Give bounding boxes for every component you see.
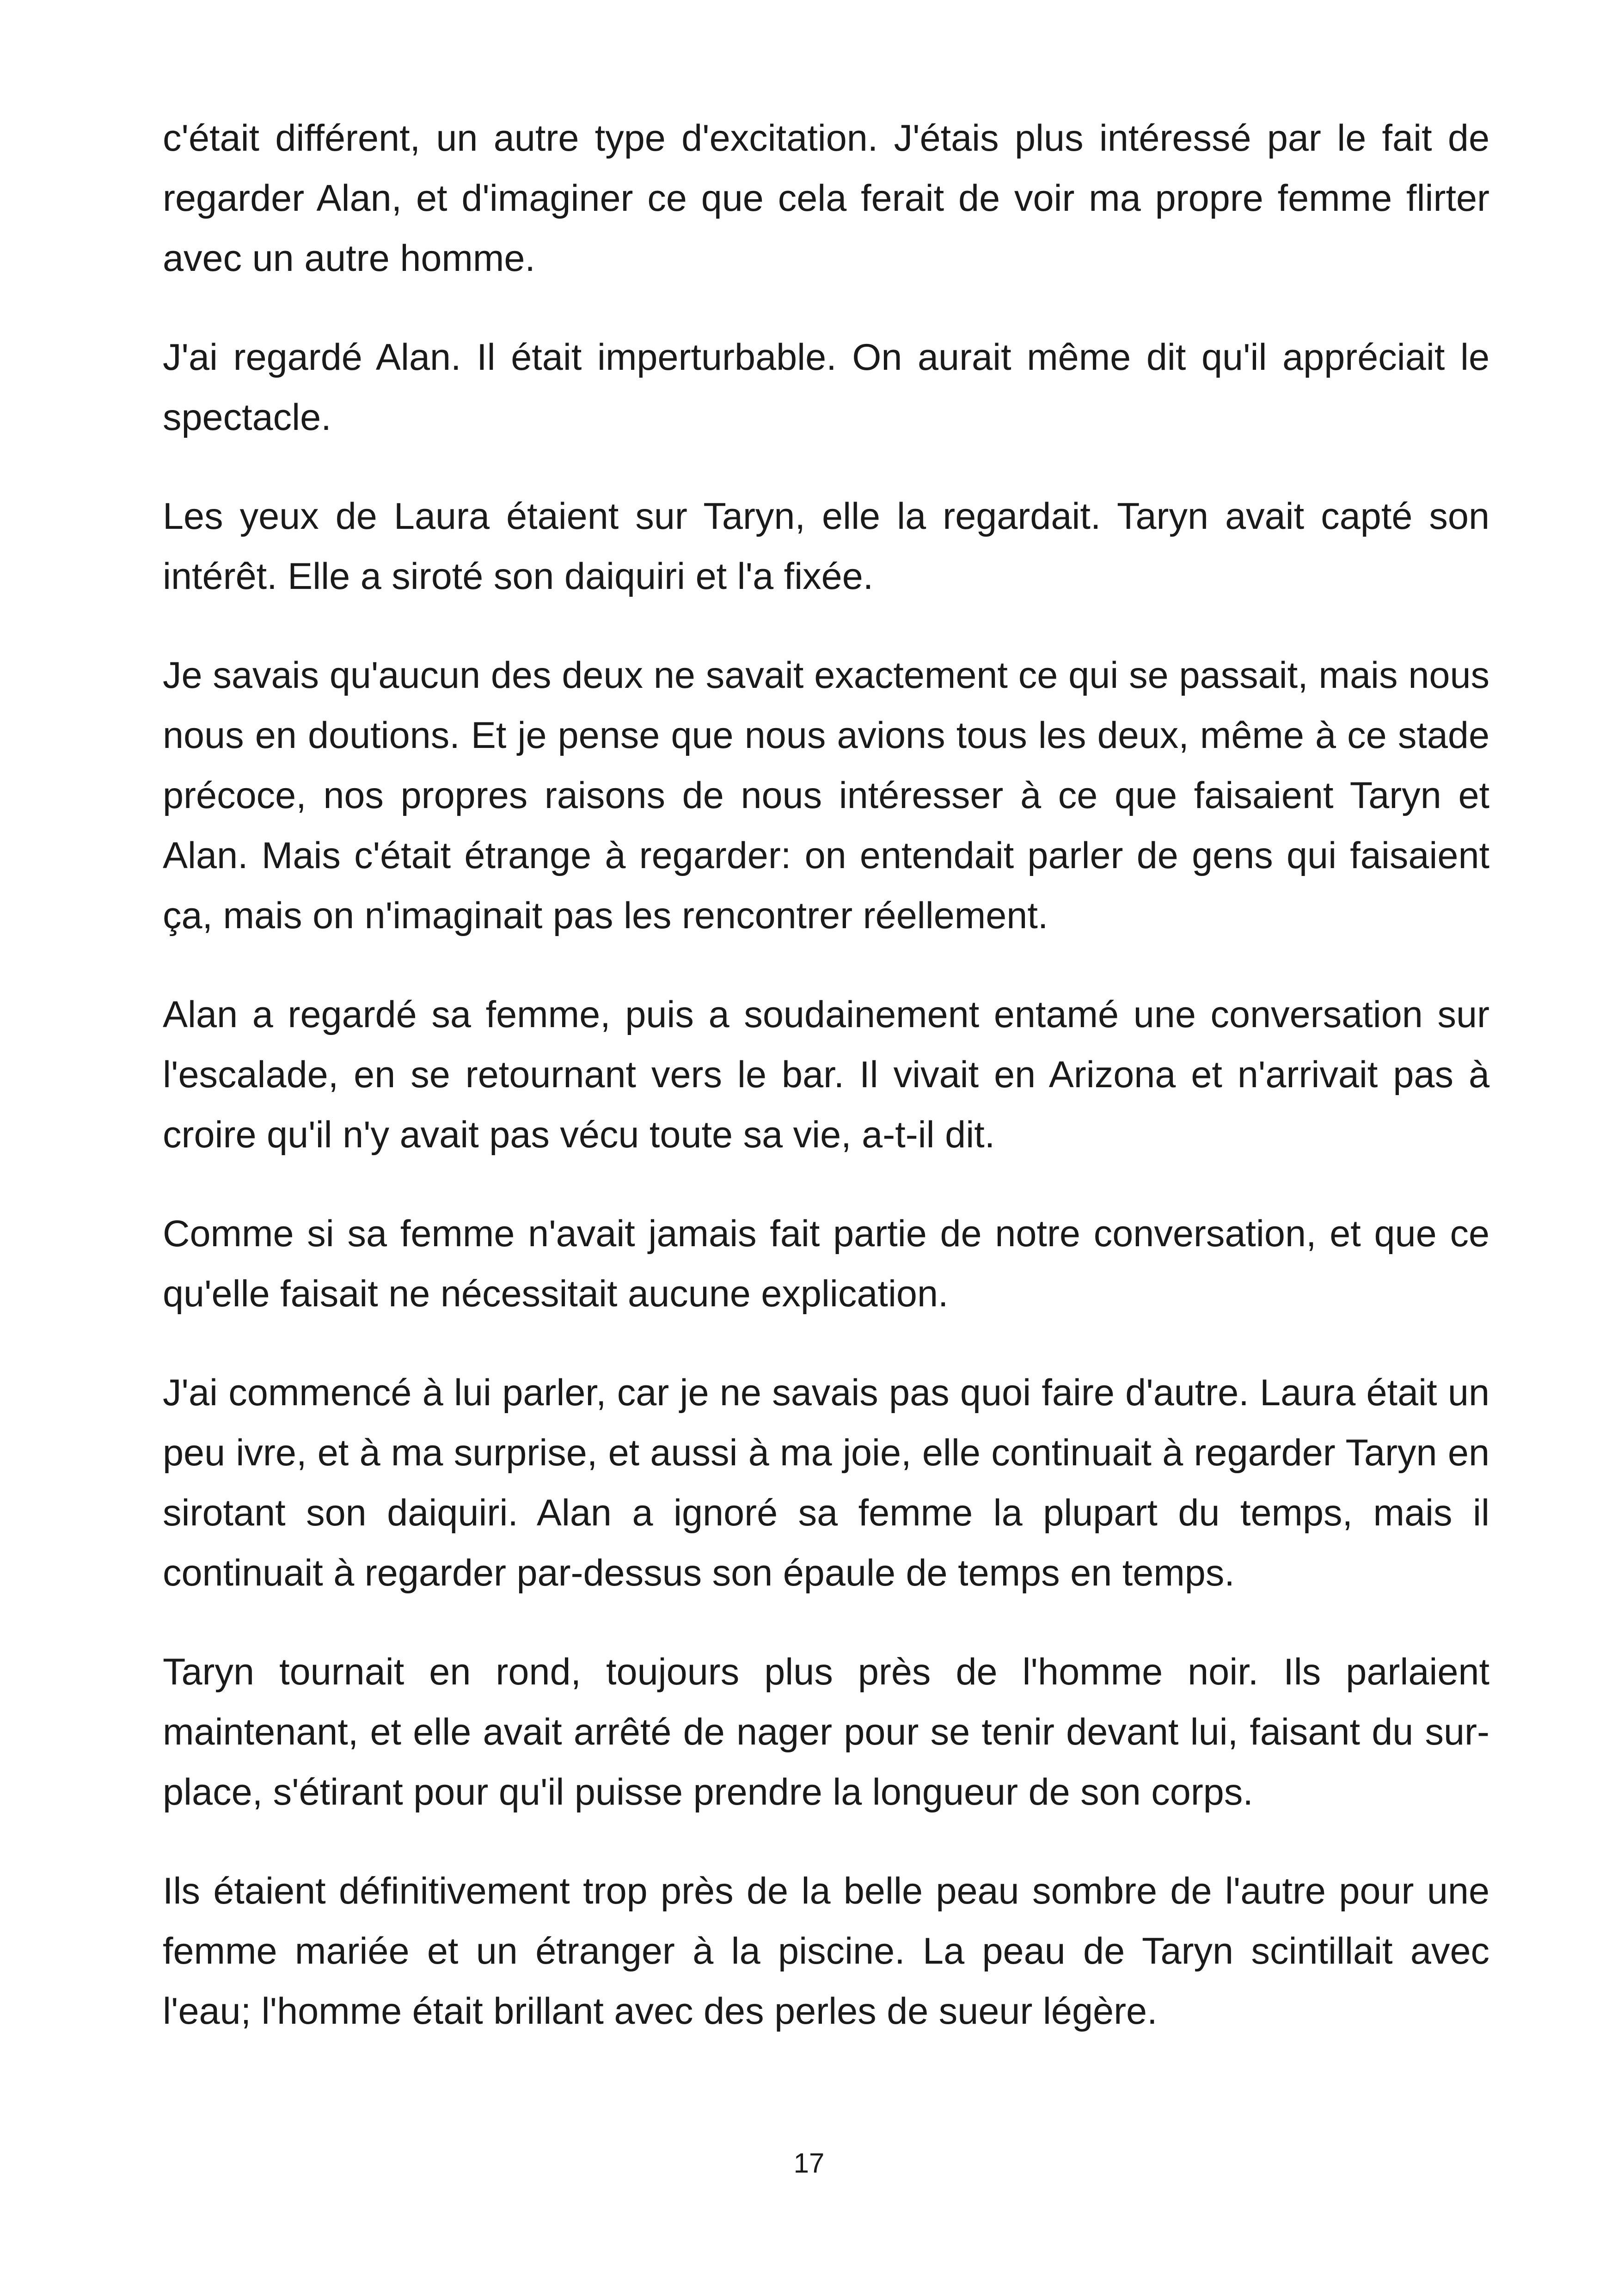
page-number: 17 xyxy=(793,2148,825,2179)
paragraph-7: J'ai commencé à lui parler, car je ne savais pas quoi faire d'autre. Laura était un peu ivre, et à ma surprise, et aussi à ma joie, elle continuait à regarder Taryn en sirotant son daiquiri. Alan a ignoré sa femme la plupart du temps, mais il continuait à regarder par-dessus son épaule de temps en temps. xyxy=(163,1372,1489,1594)
paragraph-1: c'était différent, un autre type d'excitation. J'étais plus intéressé par le fait de regarder Alan, et d'imaginer ce que cela ferait de voir ma propre femme flirter avec un autre homme. xyxy=(163,117,1489,279)
paragraph-6: Comme si sa femme n'avait jamais fait partie de notre conversation, et que ce qu'elle faisait ne nécessitait aucune explication. xyxy=(163,1213,1489,1315)
paragraph-8: Taryn tournait en rond, toujours plus près de l'homme noir. Ils parlaient maintenant, et elle avait arrêté de nager pour se tenir devant lui, faisant du sur-place, s'étirant pour qu'il puisse prendre la longueur de son corps. xyxy=(163,1651,1489,1813)
paragraph-4: Je savais qu'aucun des deux ne savait exactement ce qui se passait, mais nous nous en doutions. Et je pense que nous avions tous les deux, même à ce stade précoce, nos propres raisons de nous intéresser à ce que faisaient Taryn et Alan. Mais c'était étrange à regarder: on entendait parler de gens qui faisaient ça, mais on n'imaginait pas les rencontrer réellement. xyxy=(163,655,1489,937)
body-text xyxy=(163,108,1489,2080)
paragraph-2: J'ai regardé Alan. Il était imperturbable. On aurait même dit qu'il appréciait le spectacle. xyxy=(163,337,1489,438)
paragraph-9: Ils étaient définitivement trop près de la belle peau sombre de l'autre pour une femme mariée et un étranger à la piscine. La peau de Taryn scintillait avec l'eau; l'homme était brillant avec des perles de sueur légère. xyxy=(163,1870,1489,2032)
paragraph-3: Les yeux de Laura étaient sur Taryn, elle la regardait. Taryn avait capté son intérêt. Elle a siroté son daiquiri et l'a fixée. xyxy=(163,496,1489,597)
paragraph-5: Alan a regardé sa femme, puis a soudainement entamé une conversation sur l'escalade, en se retournant vers le bar. Il vivait en Arizona et n'arrivait pas à croire qu'il n'y avait pas vécu toute sa vie, a-t-il dit. xyxy=(163,994,1489,1156)
